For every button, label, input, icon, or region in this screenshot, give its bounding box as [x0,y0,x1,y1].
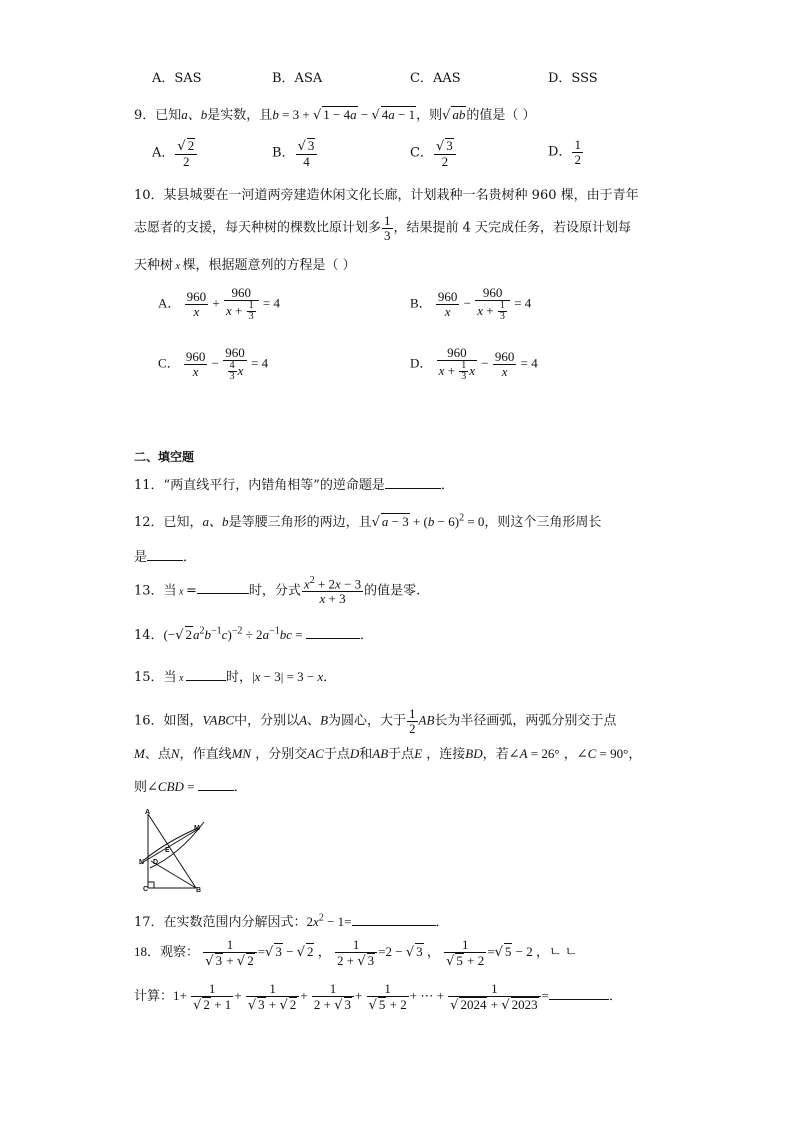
question-10-line2: 志愿者的支援，每天种树的棵数比原计划多 $\frac{1}{3}$ ，结果提前 4 天完成任务，若设原计划每 [134,213,632,243]
question-12-line2: 是 ． [134,550,197,565]
question-16-line2: M、点N，作直线MN ，分别交AC于点D和AB于点E ，连接BD，若∠A = 26° ，∠C = 90°， [134,746,642,762]
q10-option-d: D． 960 x + $\frac{1}{3}$ x − $\frac{960}{x}$ = 4 [410,345,538,383]
answer-blank[interactable] [198,778,234,791]
question-16-line3: 则∠CBD = ． [134,779,247,795]
answer-blank[interactable] [306,626,360,639]
triangle-construction-figure [136,808,216,894]
q9-option-a: A． $\frac{√ 2}{2}$ [152,138,198,168]
question-16-line1: 16．如图，VABC中，分别以A、B为圆心，大于 $\frac{1}{2}$ AB长为半径画弧，两弧分别交于点 [134,706,617,736]
question-14: 14．(−√ $2a^2b^{-1}c)^{-2} \div 2a^{-1}bc$ = ． [134,625,373,643]
label-d: D [153,859,159,866]
q9-option-b: B． $\frac{√ 3}{4}$ [272,138,318,168]
label-m: M [194,825,200,832]
question-17: 17．在实数范围内分解因式：$2x^2 - 1=$ ． [134,912,449,930]
question-18-observe: 18．观察： $\frac{1}{√ 3 + √ 2}$ =√ 3 − √ 2 ， $\frac{1}{2 + √ 3}$ =2 − √ 3 ， $\frac{1}{√ 5 + 2}$ =√ 5 − 2 ，ㄴ ㄴ [134,937,578,969]
q8-option-c: C．AAS [410,71,461,86]
question-10-line3: 天种树 x 棵，根据题意列的方程是（ ） [134,258,356,273]
question-9-stem: 9．已知a、b是实数，且b = 3 + √ 1 − 4a − √ 4a − 1，则√ ab的值是（ ） [134,107,536,123]
line-mn [140,828,200,864]
q8-option-a: A．SAS [152,71,202,86]
question-18-calc: 计算：1+ $\frac{1}{√ 2 + 1}$ + $\frac{1}{√ 3 + √ 2}$ + $\frac{1}{2 + √ 3}$ + $\frac{1}{√ 5 + 2}$ + ⋯ + $\frac{1}{√ 2024 + √ 2023}$ = ． [134,981,622,1013]
label-a: A [145,809,151,816]
answer-blank[interactable] [186,668,226,681]
answer-blank[interactable] [385,476,441,489]
answer-blank[interactable] [197,581,249,594]
right-angle-mark [148,882,154,888]
q9-option-d: D． $\frac{1}{2}$ [548,137,581,167]
label-e: E [165,847,170,854]
label-b: B [196,887,202,894]
answer-blank[interactable] [147,548,183,561]
question-12: 12．已知，a、b是等腰三角形的两边，且√ $a - 3 + (b - 6)^2 = 0$，则这个三角形周长 [134,512,602,530]
q8-option-d: D．SSS [548,71,598,86]
answer-blank[interactable] [352,913,436,926]
q10-option-a: A． $\frac{960}{x}$ + 960 x + $\frac{1}{3}$ = 4 [158,285,280,323]
q10-option-c: C． $\frac{960}{x}$ − 960 $\frac{4}{3}$ x = 4 [158,345,269,383]
question-10-line1: 10．某县城要在一河道两旁建造休闲文化长廊，计划栽种一名贵树种 960 棵，由于青年 [134,188,639,203]
q8-option-b: B．ASA [272,71,323,86]
label-n: N [139,859,145,866]
answer-blank[interactable] [549,987,609,1000]
question-13: 13．当 x = 时，分式 $\frac{x^2 + 2x - 3}{x + 3}$ 的值是零. [134,575,421,606]
q10-option-b: B． $\frac{960}{x}$ − 960 x + $\frac{1}{3}$ = 4 [410,285,532,323]
section-title-fill-in: 二、填空题 [134,450,195,464]
label-c: C [143,886,149,893]
question-11: 11．“两直线平行，内错角相等”的逆命题是 ． [134,478,454,493]
q9-option-c: C． $\frac{√ 3}{2}$ [410,138,457,168]
question-15: 15．当 x 时，|x − 3| = 3 − x． [134,669,337,685]
